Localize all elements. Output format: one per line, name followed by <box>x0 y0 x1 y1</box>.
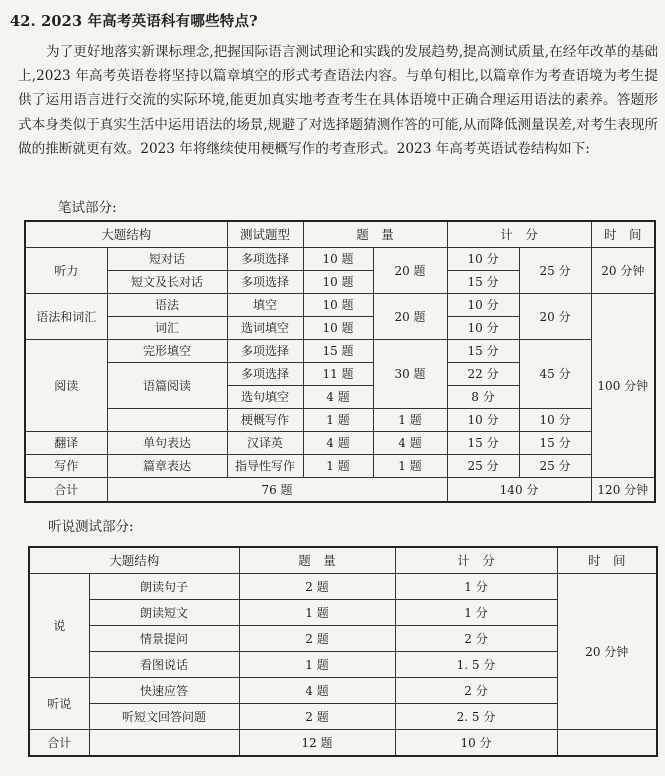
part-quick: 快速应答 <box>89 677 239 703</box>
count-cell: 2 题 <box>239 625 395 651</box>
part-short-dialog: 短对话 <box>107 247 227 270</box>
part-cloze: 完形填空 <box>107 339 227 362</box>
question-paragraph: 为了更好地落实新课标理念,把握国际语言测试理论和实践的发展趋势,提高测试质量,在经年改革的基础上,2023 年高考英语卷将坚持以篇章填空的形式考查语法内容。与单句相比,以篇章作为考查语境为考生提供了运用语言进行交流的实际环境,能更加真实地考查考生在具体语境中正确合理运用语法的素养。答题形式本身类似于真实生活中运用语法的场景,规避了对选择题猜测作答的可能,从而降低测量误差,对考生表现所做的推断就更有效。2023 年将继续使用梗概写作的考查形式。2023 年高考英语试卷结构如下: <box>18 44 658 157</box>
table-row <box>25 454 655 477</box>
header-count: 题 量 <box>239 547 395 573</box>
part-grammar: 语法 <box>107 293 227 316</box>
part-answer: 听短文回答问题 <box>89 703 239 729</box>
question-title: 42. 2023 年高考英语科有哪些特点? <box>10 13 258 30</box>
score-cell: 15 分 <box>447 431 519 454</box>
section-listening: 听力 <box>25 247 107 293</box>
header-score: 计 分 <box>395 547 557 573</box>
section-reading: 阅读 <box>25 339 107 431</box>
header-score: 计 分 <box>447 221 591 247</box>
count-group-cell: 1 题 <box>373 408 447 431</box>
part-vocab: 词汇 <box>107 316 227 339</box>
count-cell: 1 题 <box>303 454 373 477</box>
score-cell: 15 分 <box>447 339 519 362</box>
part-sentence-expr: 单句表达 <box>107 431 227 454</box>
header-count: 题 量 <box>303 221 447 247</box>
written-section-label: 笔试部分: <box>58 200 117 216</box>
score-cell: 25 分 <box>447 454 519 477</box>
score-cell: 1. 5 分 <box>395 651 557 677</box>
part-read-passage: 朗读短文 <box>89 599 239 625</box>
oral-header-row <box>29 547 657 573</box>
count-cell: 15 题 <box>303 339 373 362</box>
total-label: 合计 <box>29 729 89 756</box>
score-cell: 2. 5 分 <box>395 703 557 729</box>
score-cell: 1 分 <box>395 573 557 599</box>
score-group-cell: 45 分 <box>519 339 591 408</box>
time-cell: 100 分钟 <box>591 293 655 477</box>
type-cell: 选词填空 <box>227 316 303 339</box>
score-cell: 10 分 <box>447 316 519 339</box>
count-cell: 4 题 <box>239 677 395 703</box>
count-group-cell: 20 题 <box>373 247 447 293</box>
score-cell: 10 分 <box>447 408 519 431</box>
table-row <box>29 573 657 599</box>
score-cell: 2 分 <box>395 677 557 703</box>
written-total-row <box>25 477 655 502</box>
score-group-cell: 25 分 <box>519 247 591 293</box>
total-time-empty <box>557 729 657 756</box>
count-cell: 1 题 <box>303 408 373 431</box>
part-empty <box>107 408 227 431</box>
type-cell: 多项选择 <box>227 270 303 293</box>
count-cell: 1 题 <box>239 599 395 625</box>
oral-section-label: 听说测试部分: <box>48 519 134 535</box>
table-row <box>25 339 655 362</box>
count-cell: 10 题 <box>303 247 373 270</box>
score-group-cell: 10 分 <box>519 408 591 431</box>
count-cell: 4 题 <box>303 385 373 408</box>
total-empty <box>89 729 239 756</box>
type-cell: 指导性写作 <box>227 454 303 477</box>
written-header-row <box>25 221 655 247</box>
count-cell: 11 题 <box>303 362 373 385</box>
count-group-cell: 30 题 <box>373 339 447 408</box>
table-row <box>25 408 655 431</box>
total-score: 10 分 <box>395 729 557 756</box>
score-cell: 10 分 <box>447 293 519 316</box>
header-structure: 大题结构 <box>29 547 239 573</box>
part-passage-expr: 篇章表达 <box>107 454 227 477</box>
header-time: 时 间 <box>591 221 655 247</box>
count-cell: 4 题 <box>303 431 373 454</box>
score-cell: 15 分 <box>447 270 519 293</box>
section-listen-speak: 听说 <box>29 677 89 729</box>
section-writing: 写作 <box>25 454 107 477</box>
count-cell: 10 题 <box>303 316 373 339</box>
table-row <box>25 247 655 270</box>
oral-total-row <box>29 729 657 756</box>
part-passage-reading: 语篇阅读 <box>107 362 227 408</box>
part-picture: 看图说话 <box>89 651 239 677</box>
section-speak: 说 <box>29 573 89 677</box>
header-structure: 大题结构 <box>25 221 227 247</box>
section-grammar-vocab: 语法和词汇 <box>25 293 107 339</box>
type-cell: 多项选择 <box>227 247 303 270</box>
score-cell: 8 分 <box>447 385 519 408</box>
type-cell: 选句填空 <box>227 385 303 408</box>
score-group-cell: 15 分 <box>519 431 591 454</box>
total-time: 120 分钟 <box>591 477 655 502</box>
score-cell: 1 分 <box>395 599 557 625</box>
count-group-cell: 20 题 <box>373 293 447 339</box>
part-situation: 情景提问 <box>89 625 239 651</box>
type-cell: 梗概写作 <box>227 408 303 431</box>
count-cell: 1 题 <box>239 651 395 677</box>
written-test-table <box>24 220 656 503</box>
total-score: 140 分 <box>447 477 591 502</box>
type-cell: 多项选择 <box>227 339 303 362</box>
part-read-sentence: 朗读句子 <box>89 573 239 599</box>
count-group-cell: 4 题 <box>373 431 447 454</box>
oral-test-table <box>28 546 658 757</box>
score-group-cell: 20 分 <box>519 293 591 339</box>
count-cell: 10 题 <box>303 270 373 293</box>
type-cell: 填空 <box>227 293 303 316</box>
total-count: 76 题 <box>107 477 447 502</box>
count-cell: 2 题 <box>239 703 395 729</box>
count-cell: 2 题 <box>239 573 395 599</box>
table-row <box>25 431 655 454</box>
part-long-dialog: 短文及长对话 <box>107 270 227 293</box>
time-cell: 20 分钟 <box>591 247 655 293</box>
score-cell: 2 分 <box>395 625 557 651</box>
section-translation: 翻译 <box>25 431 107 454</box>
score-group-cell: 25 分 <box>519 454 591 477</box>
score-cell: 22 分 <box>447 362 519 385</box>
table-row <box>25 293 655 316</box>
score-cell: 10 分 <box>447 247 519 270</box>
total-label: 合计 <box>25 477 107 502</box>
count-group-cell: 1 题 <box>373 454 447 477</box>
header-type: 测试题型 <box>227 221 303 247</box>
time-cell: 20 分钟 <box>557 573 657 729</box>
total-count: 12 题 <box>239 729 395 756</box>
header-time: 时 间 <box>557 547 657 573</box>
count-cell: 10 题 <box>303 293 373 316</box>
type-cell: 多项选择 <box>227 362 303 385</box>
type-cell: 汉译英 <box>227 431 303 454</box>
